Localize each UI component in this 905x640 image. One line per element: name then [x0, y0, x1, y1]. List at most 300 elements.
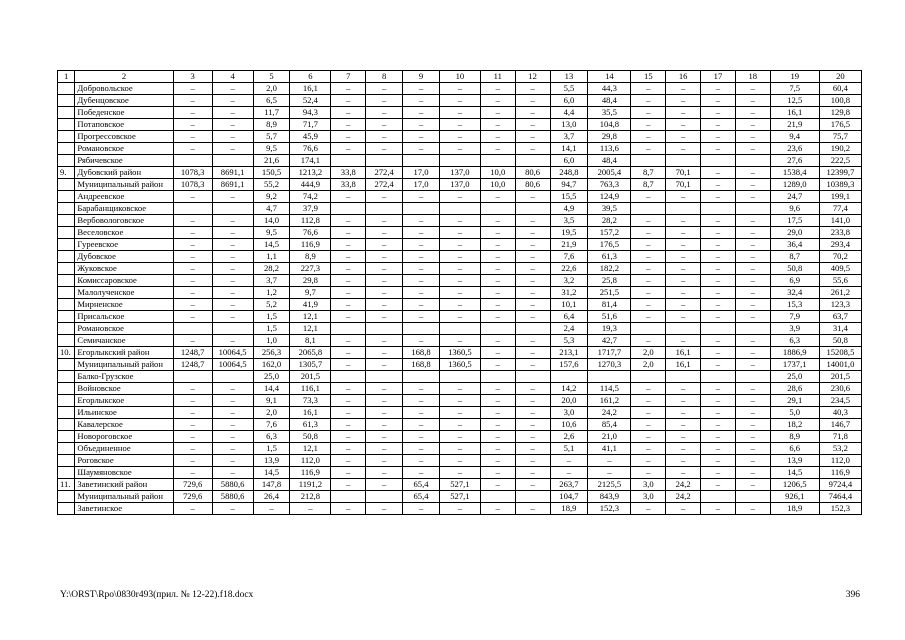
table-cell: 25,8 [588, 275, 631, 287]
table-cell: – [173, 275, 212, 287]
table-cell [366, 203, 403, 215]
table-cell: – [631, 443, 666, 455]
table-cell: – [631, 455, 666, 467]
table-cell: 77,4 [819, 203, 861, 215]
table-cell: 272,4 [366, 179, 403, 191]
table-cell: 201,5 [819, 371, 861, 383]
table-row [58, 479, 862, 491]
table-cell: 1191,2 [290, 479, 331, 491]
table-cell: 8,9 [290, 251, 331, 263]
table-cell: 29,8 [290, 275, 331, 287]
table-cell: – [631, 431, 666, 443]
table-cell: – [480, 287, 515, 299]
table-cell: 1289,0 [770, 179, 819, 191]
table-cell: 112,0 [290, 455, 331, 467]
table-cell: – [439, 395, 480, 407]
table-cell: – [439, 107, 480, 119]
table-cell: – [735, 419, 770, 431]
table-cell: – [403, 119, 440, 131]
table-cell: – [366, 359, 403, 371]
table-cell: – [439, 467, 480, 479]
table-cell: 8,9 [770, 431, 819, 443]
table-cell: – [515, 455, 550, 467]
table-cell: 256,3 [253, 347, 290, 359]
table-cell: – [735, 107, 770, 119]
table-cell: 18,9 [770, 503, 819, 515]
table-cell: – [403, 395, 440, 407]
table-cell: 31,4 [819, 323, 861, 335]
table-row [58, 407, 862, 419]
table-cell: 8,7 [631, 179, 666, 191]
row-number [58, 455, 75, 467]
table-cell: – [212, 455, 253, 467]
row-number [58, 443, 75, 455]
table-cell [439, 371, 480, 383]
table-cell: – [439, 191, 480, 203]
table-cell: – [403, 419, 440, 431]
table-row [58, 491, 862, 503]
table-cell: 52,4 [290, 95, 331, 107]
table-cell: – [735, 251, 770, 263]
table-cell: – [666, 431, 701, 443]
table-cell [480, 155, 515, 167]
table-cell: 222,5 [819, 155, 861, 167]
table-cell: – [735, 479, 770, 491]
row-number [58, 239, 75, 251]
table-cell [735, 323, 770, 335]
table-cell: – [701, 251, 736, 263]
table-cell: – [631, 107, 666, 119]
table-cell: – [439, 131, 480, 143]
table-cell: 100,8 [819, 95, 861, 107]
table-cell: – [701, 299, 736, 311]
table-cell: – [515, 407, 550, 419]
table-cell [212, 371, 253, 383]
table-cell: 23,6 [770, 143, 819, 155]
table-cell: – [331, 215, 366, 227]
table-cell: – [631, 395, 666, 407]
table-cell: 11,7 [253, 107, 290, 119]
table-cell: 55,2 [253, 179, 290, 191]
table-cell: 3,0 [631, 491, 666, 503]
table-cell: – [366, 287, 403, 299]
table-cell: – [735, 299, 770, 311]
table-cell: – [331, 119, 366, 131]
table-cell: 24,7 [770, 191, 819, 203]
table-cell: 1737,1 [770, 359, 819, 371]
table-cell: 137,0 [439, 179, 480, 191]
table-cell: 1717,7 [588, 347, 631, 359]
table-cell: 16,1 [666, 347, 701, 359]
table-cell: 12,5 [770, 95, 819, 107]
table-cell [331, 323, 366, 335]
table-cell [366, 155, 403, 167]
table-cell: 12399,7 [819, 167, 861, 179]
table-cell: 248,8 [550, 167, 588, 179]
table-cell: 10,0 [480, 167, 515, 179]
table-cell: 174,1 [290, 155, 331, 167]
table-cell: – [173, 251, 212, 263]
table-cell: – [212, 311, 253, 323]
table-cell: – [701, 119, 736, 131]
table-cell: 4,4 [550, 107, 588, 119]
table-cell: – [366, 215, 403, 227]
row-number [58, 407, 75, 419]
row-number [58, 431, 75, 443]
table-cell: – [735, 83, 770, 95]
table-cell: 65,4 [403, 479, 440, 491]
data-table [57, 70, 862, 515]
table-cell: 61,3 [588, 251, 631, 263]
row-name: Добровольское [75, 83, 173, 95]
table-cell: – [439, 95, 480, 107]
table-cell: – [403, 191, 440, 203]
table-cell: 26,4 [253, 491, 290, 503]
table-cell [331, 155, 366, 167]
table-cell: – [735, 179, 770, 191]
row-name: Новороговское [75, 431, 173, 443]
table-cell: 19,3 [588, 323, 631, 335]
table-cell: 70,1 [666, 167, 701, 179]
row-number [58, 119, 75, 131]
row-name: Андреевское [75, 191, 173, 203]
column-header: 17 [701, 71, 736, 83]
table-cell: 17,0 [403, 179, 440, 191]
table-cell: – [439, 251, 480, 263]
table-cell: 9,2 [253, 191, 290, 203]
table-cell: – [331, 143, 366, 155]
table-cell: – [735, 383, 770, 395]
row-number [58, 191, 75, 203]
table-cell: 116,9 [290, 467, 331, 479]
table-cell: 213,1 [550, 347, 588, 359]
table-cell: – [331, 131, 366, 143]
table-cell: – [331, 95, 366, 107]
table-cell: 527,1 [439, 479, 480, 491]
table-cell: 1206,5 [770, 479, 819, 491]
table-cell: 42,7 [588, 335, 631, 347]
table-cell: 29,8 [588, 131, 631, 143]
table-cell: – [735, 239, 770, 251]
table-cell: 21,9 [770, 119, 819, 131]
table-cell: – [515, 299, 550, 311]
table-cell: – [735, 95, 770, 107]
table-cell: 14,2 [550, 383, 588, 395]
table-cell: 3,0 [631, 479, 666, 491]
table-cell: 35,5 [588, 107, 631, 119]
table-cell: 10064,5 [212, 347, 253, 359]
table-cell: – [366, 443, 403, 455]
table-cell: 25,0 [770, 371, 819, 383]
table-cell [173, 155, 212, 167]
row-name: Мирненское [75, 299, 173, 311]
table-cell: 9,5 [253, 143, 290, 155]
table-cell: 20,0 [550, 395, 588, 407]
table-cell: – [212, 503, 253, 515]
table-cell: 81,4 [588, 299, 631, 311]
table-cell: – [366, 191, 403, 203]
table-cell: 44,3 [588, 83, 631, 95]
table-cell: – [212, 215, 253, 227]
table-cell: 2,4 [550, 323, 588, 335]
table-cell: – [701, 95, 736, 107]
table-cell: 16,1 [666, 359, 701, 371]
table-cell: 8,1 [290, 335, 331, 347]
table-cell: 7,9 [770, 311, 819, 323]
table-cell: 6,5 [253, 95, 290, 107]
table-cell: – [480, 95, 515, 107]
table-cell: – [666, 239, 701, 251]
table-row [58, 395, 862, 407]
table-cell [515, 491, 550, 503]
table-cell: – [480, 311, 515, 323]
table-cell [480, 323, 515, 335]
table-cell: – [366, 455, 403, 467]
table-cell: 3,2 [550, 275, 588, 287]
table-cell: – [515, 419, 550, 431]
table-cell: 141,0 [819, 215, 861, 227]
table-cell: – [331, 407, 366, 419]
table-row [58, 335, 862, 347]
table-cell: – [515, 227, 550, 239]
table-cell: – [735, 143, 770, 155]
table-cell: – [439, 215, 480, 227]
table-cell: – [631, 95, 666, 107]
table-cell: 4,7 [253, 203, 290, 215]
table-cell [366, 491, 403, 503]
table-cell: – [631, 251, 666, 263]
table-cell: 14,0 [253, 215, 290, 227]
table-cell: – [439, 227, 480, 239]
table-cell: – [439, 119, 480, 131]
table-cell: – [735, 311, 770, 323]
table-cell [403, 155, 440, 167]
table-row [58, 107, 862, 119]
row-name: Заветинский район [75, 479, 173, 491]
table-cell: – [173, 383, 212, 395]
table-row [58, 263, 862, 275]
table-cell: – [701, 479, 736, 491]
table-cell: 5880,6 [212, 491, 253, 503]
table-cell: – [403, 467, 440, 479]
table-row [58, 455, 862, 467]
table-cell: 3,7 [253, 275, 290, 287]
row-name: Семичанское [75, 335, 173, 347]
table-cell: 168,8 [403, 359, 440, 371]
table-cell: 7,5 [770, 83, 819, 95]
row-name: Шаумяновское [75, 467, 173, 479]
table-cell: – [515, 191, 550, 203]
table-cell: – [631, 239, 666, 251]
table-cell [701, 371, 736, 383]
table-cell: 1,1 [253, 251, 290, 263]
table-row [58, 131, 862, 143]
table-cell: 10064,5 [212, 359, 253, 371]
table-cell: – [331, 335, 366, 347]
table-cell: 1270,3 [588, 359, 631, 371]
table-cell: – [631, 119, 666, 131]
table-cell: 10,0 [480, 179, 515, 191]
table-cell: – [631, 263, 666, 275]
table-cell: 2,0 [631, 359, 666, 371]
column-header: 10 [439, 71, 480, 83]
table-cell: 124,9 [588, 191, 631, 203]
row-name: Егорлыкское [75, 395, 173, 407]
table-cell: 212,8 [290, 491, 331, 503]
table-cell: – [701, 407, 736, 419]
table-cell: – [701, 179, 736, 191]
table-cell [366, 371, 403, 383]
table-cell: – [331, 467, 366, 479]
table-cell: 146,7 [819, 419, 861, 431]
table-cell: – [701, 467, 736, 479]
table-cell: 123,3 [819, 299, 861, 311]
table-cell: – [666, 419, 701, 431]
table-cell: 112,0 [819, 455, 861, 467]
table-cell: – [631, 311, 666, 323]
table-cell [515, 323, 550, 335]
table-cell: – [366, 383, 403, 395]
row-name: Муниципальный район [75, 359, 173, 371]
table-cell: – [173, 83, 212, 95]
table-cell: 230,6 [819, 383, 861, 395]
table-cell: 182,2 [588, 263, 631, 275]
table-cell: – [331, 275, 366, 287]
table-cell: – [403, 227, 440, 239]
table-cell: – [403, 131, 440, 143]
table-cell: – [480, 239, 515, 251]
table-cell [515, 155, 550, 167]
table-cell: 1360,5 [439, 347, 480, 359]
table-cell: – [735, 443, 770, 455]
row-name: Комиссаровское [75, 275, 173, 287]
table-cell: – [403, 107, 440, 119]
table-cell: – [366, 95, 403, 107]
table-header [58, 71, 862, 83]
table-cell: – [480, 479, 515, 491]
table-cell: 71,7 [290, 119, 331, 131]
table-cell: – [666, 131, 701, 143]
table-cell [588, 371, 631, 383]
table-cell: – [366, 107, 403, 119]
table-cell: – [439, 287, 480, 299]
table-cell: – [480, 299, 515, 311]
table-cell: – [515, 83, 550, 95]
table-cell: 263,7 [550, 479, 588, 491]
table-cell [631, 203, 666, 215]
table-cell: – [173, 419, 212, 431]
table-cell: 116,9 [819, 467, 861, 479]
table-cell: – [212, 383, 253, 395]
table-cell: 9,6 [770, 203, 819, 215]
table-cell: 5,0 [770, 407, 819, 419]
table-cell: 152,3 [819, 503, 861, 515]
row-number [58, 311, 75, 323]
table-cell: – [480, 503, 515, 515]
table-cell: 94,3 [290, 107, 331, 119]
row-number [58, 287, 75, 299]
table-cell: – [701, 239, 736, 251]
table-cell: 6,0 [550, 155, 588, 167]
table-cell: 8,9 [253, 119, 290, 131]
table-cell [480, 203, 515, 215]
table-cell: 76,6 [290, 227, 331, 239]
table-cell: – [701, 143, 736, 155]
table-cell: 729,6 [173, 491, 212, 503]
row-number [58, 143, 75, 155]
table-cell: 1248,7 [173, 347, 212, 359]
table-row [58, 323, 862, 335]
table-cell [173, 203, 212, 215]
table-cell: – [735, 191, 770, 203]
table-cell: – [212, 95, 253, 107]
table-cell: 1,5 [253, 443, 290, 455]
table-cell: 12,1 [290, 443, 331, 455]
table-cell: 6,6 [770, 443, 819, 455]
table-cell: – [480, 443, 515, 455]
table-cell: – [701, 83, 736, 95]
row-number [58, 263, 75, 275]
table-cell: – [735, 431, 770, 443]
table-cell: 17,0 [403, 167, 440, 179]
table-cell: 10,1 [550, 299, 588, 311]
row-number [58, 227, 75, 239]
table-cell: – [666, 299, 701, 311]
row-number [58, 179, 75, 191]
table-cell: 50,8 [819, 335, 861, 347]
table-cell: 444,9 [290, 179, 331, 191]
table-cell: 14,4 [253, 383, 290, 395]
table-cell: – [480, 191, 515, 203]
table-cell: – [331, 503, 366, 515]
table-cell: 7,6 [550, 251, 588, 263]
row-number: 10. [58, 347, 75, 359]
table-cell: – [701, 395, 736, 407]
table-cell: – [631, 335, 666, 347]
table-cell: – [403, 407, 440, 419]
table-cell: 94,7 [550, 179, 588, 191]
table-cell [735, 155, 770, 167]
page-number: 396 [845, 590, 860, 600]
table-cell: – [439, 431, 480, 443]
table-cell: – [366, 143, 403, 155]
table-row [58, 203, 862, 215]
table-cell: – [631, 419, 666, 431]
table-cell: 21,0 [588, 431, 631, 443]
column-header: 11 [480, 71, 515, 83]
table-cell: 39,5 [588, 203, 631, 215]
table-cell: – [331, 347, 366, 359]
table-cell: 48,4 [588, 155, 631, 167]
table-cell: – [480, 455, 515, 467]
table-cell: – [515, 467, 550, 479]
table-cell: – [550, 455, 588, 467]
table-cell: 17,5 [770, 215, 819, 227]
row-name: Веселовское [75, 227, 173, 239]
table-cell: – [366, 419, 403, 431]
table-cell: 2,0 [631, 347, 666, 359]
table-cell: – [212, 263, 253, 275]
table-row [58, 83, 862, 95]
table-cell: 14001,0 [819, 359, 861, 371]
table-cell: 152,3 [588, 503, 631, 515]
table-cell: – [480, 143, 515, 155]
table-cell: 1360,5 [439, 359, 480, 371]
table-cell: – [735, 335, 770, 347]
table-cell [515, 203, 550, 215]
table-cell: 28,2 [253, 263, 290, 275]
table-cell: – [701, 131, 736, 143]
